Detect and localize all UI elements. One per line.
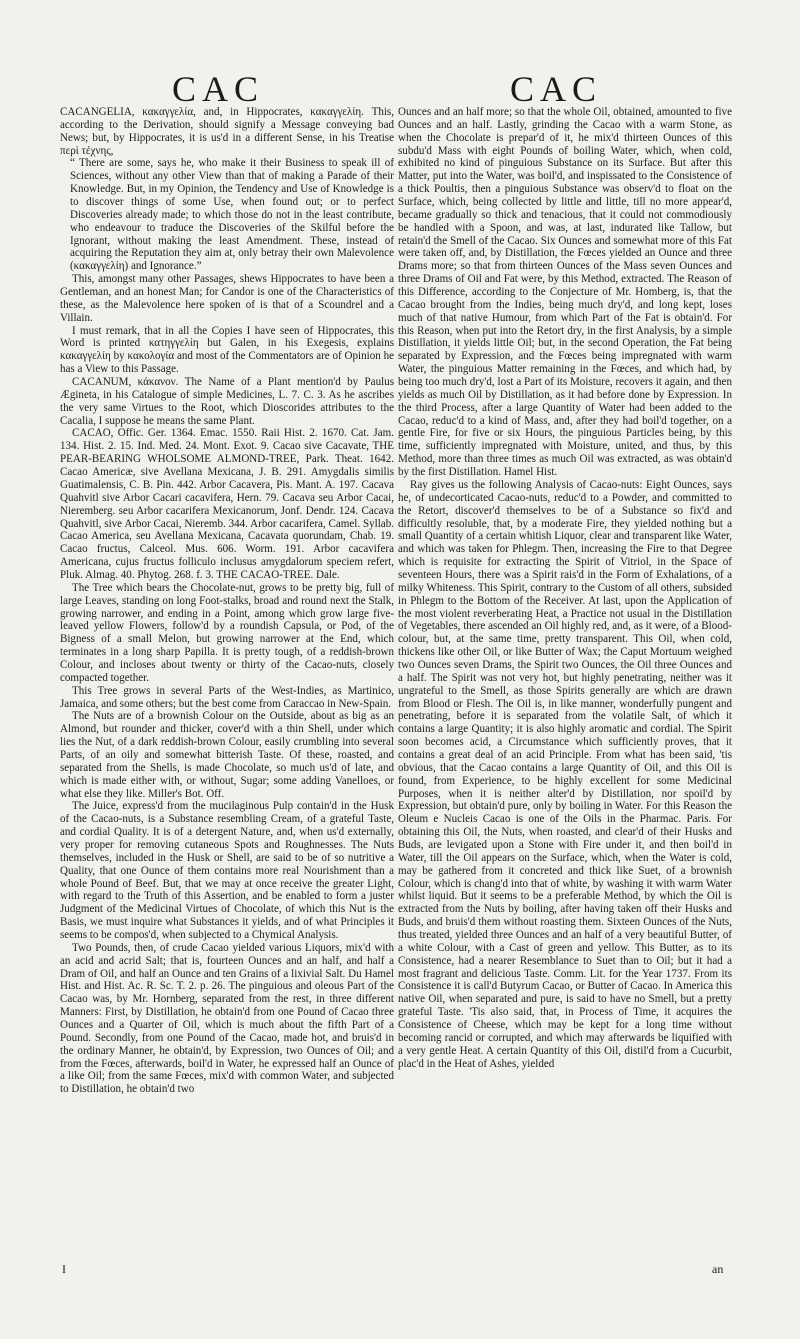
running-header [0,68,800,108]
paragraph: Ray gives us the following Analysis of Cacao-nuts: Eight Ounces, says he, of undecorticated Cacao-nuts, reduc'd to a Powder, and committed to the Retort, discover'd themselves to be of a Substance so fix'd and difficultly resoluble, that, by a moderate Fire, they yielded nothing but a small Quantity of a certain whitish Liquor, clear and transparent like Water, and which was taken for Phlegm. Then, increasing the Fire to that Degree which is requisite for extracting the Spirit of Vitriol, in the Space of seventeen Hours, there was a Spirit rais'd in the Form of Exhalations, of a milky Whiteness. This Spirit, contrary to the Custom of all others, subsided in Phlegm to the Bottom of the Receiver. At last, upon the Application of the most violent reverberating Heat, a Practice not usual in the Distillation of Vegetables, there ascended an Oil highly red, and, as it were, of a Blood-colour, but, at the same time, pretty transparent. This Oil, when cold, thickens like other Oil, or like Butter of Wax; the Caput Mortuum weighed two Ounces seven Drams, the Spirit two Ounces, the Oil three Ounces and a half. The Spirit was not very hot, but highly penetrating, neither was it ungrateful to the Smell, as those Spirits generally are which are drawn from Blood or Flesh. The Oil is, in like manner, wonderfully pungent and penetrating, before it is separated from the volatile Salt, of which it contains a large Quantity; it is also highly aromatic and cordial. The Spirit soon becomes acid, a Circumstance which sufficiently proves, that it contains a great deal of an acid Principle. From what has been said, 'tis obvious, that the Cacao contains a large Quantity of Oil, and this Oil is found, from Experience, to be highly excellent for some Medicinal Purposes, when it is neither alter'd by Distillation, nor spoil'd by Expression, but obtain'd pure, only by boiling in Water. For this Reason the Oleum e Nucleis Cacao is one of the Oils in the Pharmac. Paris. For obtaining this Oil, the Nuts, when roasted, and clear'd of their Husks and Buds, are levigated upon a Stone with Fire under it, and then boil'd in Water, till the Oil appears on the Surface, which, when the Water is cold, may be gathered from it concreted and thick like Suet, of a brownish Colour, which is chang'd into that of white, by washing it with warm Water whilst liquid. But it seems to be a preferable Method, by which the Oil is extracted from the Nuts by boiling, after having taken off their Husks and Buds, and bruis'd them without roasting them. Sixteen Ounces of the Nuts, thus treated, yielded three Ounces and an half of a very beautiful Butter, of a white Colour, with a Cast of green and yellow. This Butter, as to its Consistence, had a nearer Resemblance to Suet than to Oil; but it had a most fragrant and delicious Taste. Comm. Lit. for the Year 1737. From its Consistence it is call'd Butyrum Cacao, or Butter of Cacao. In America this native Oil, when separated and pure, is said to have no Smell, but a pretty grateful Taste. 'Tis also said, that, in Process of Time, it acquires the Consistence of Cheese, which may be kept for a long time without becoming rancid or corrupted, and which may afterwards be liquified with a very gentle Heat. A certain Quantity of this Oil, distil'd from a Cucurbit, plac'd in the Heat of Ashes, yielded [398,478,732,1070]
left-column [60,106,394,1096]
paragraph: Ounces and an half more; so that the whole Oil, obtained, amounted to five Ounces and an half. Lastly, grinding the Cacao with a warm Stone, as when the Chocolate is prepar'd of it, he mix'd thirteen Ounces of this subdu'd Mass with eight Pounds of boiling Water, which, when cold, exhibited no kind of pinguious Substance on its Surface. But after this Matter, put into the Water, was boil'd, and inspissated to the Consistence of a thick Poultis, then a pinguious Substance was observ'd to float on the Surface, which, being collected by little and little, till no more appear'd, became gradually so thick and tenacious, that it could not commodiously be handled with a Spoon, and was, at last, indurated like Tallow, but retain'd the Smell of the Cacao. Six Ounces and somewhat more of this Fat were taken off, and, by Distillation, the Fœces yielded an Ounce and three Drams more; so that from thirteen Ounces of the Mass seven Ounces and three Drams of Oil and Fat were, by this Method, extracted. The Reason of this Difference, according to the Conjecture of Mr. Homberg, is, that the Cacao brought from the Indies, being much dry'd, and long kept, loses much of that native Humour, from which Part of the Fat is obtain'd. For this Reason, when put into the Retort dry, in the first Analysis, by a simple Distillation, it yields little Oil; but, in the second Operation, the Fat being separated by Expression, and the Fœces being impregnated with warm Water, the pinguious Matter remaining in the Fœces, and which had, by being too much dry'd, lost a Part of its Moisture, recovers it again, and then yields as much Oil by Distillation, as it had before done by Expression. In the third Process, after a large Quantity of Water had been added to the Cacao, reduc'd to a kind of Mass, and, after they had boil'd together, on a gentle Fire, for five or six Hours, the pinguious Particles being, by this time, sufficiently impregnated with Moisture, united, and thus, by this Method, more than three times as much Oil was extracted, as was obtain'd by the first Distillation. Hamel Hist. [398,106,732,479]
paragraph: The Tree which bears the Chocolate-nut, grows to be pretty big, full of large Leaves, standing on long Foot-stalks, broad and round next the Stalk, growing narrower, and ending in a Point, among which grow large five-leaved yellow Flowers, follow'd by a roundish Capsula, or Pod, of the Bigness of a small Melon, but growing narrower at the End, which terminates in a long sharp Papilla. It is pretty tough, of a reddish-brown Colour, and incloses about twenty or thirty of the Cacao-nuts, closely compacted together. [60,581,394,684]
paragraph: The Juice, express'd from the mucilaginous Pulp contain'd in the Husk of the Cacao-nuts, is a Substance resembling Cream, of a grateful Taste, and cordial Quality. It is of a detergent Nature, and, when us'd externally, very proper for removing cutaneous Spots and Roughnesses. The Nuts themselves, included in the Husk or Shell, are said to be of so nutritive a Quality, that one Ounce of them contains more real Nourishment than a whole Pound of Beef. But, that we may at once receive the greater Light, with regard to the Truth of this Assertion, and be enabled to form a juster Judgment of the Medicinal Virtues of Chocolate, of which this Nut is the Basis, we must inquire what Substances it yields, and of what Principles it seems to be compos'd, when subjected to a Chymical Analysis. [60,800,394,941]
paragraph: This Tree grows in several Parts of the West-Indies, as Martinico, Jamaica, and some others; but the best come from Caraccao in New-Spain. [60,684,394,710]
hippocrates-quote: “ There are some, says he, who make it their Business to speak ill of Sciences, without any other View than that of making a Parade of their Knowledge. But, in my Opinion, the Tendency and Use of Knowledge is to discover things of some Use, when found out; or to perfect Discoveries already made; to which those do not in the least contribute, who endeavour to traduce the Discoveries of the Skilful before the Ignorant, without making the least Amendment. These, instead of acquiring the Reputation they aim at, only betray their own Malevolence (κακαγγελίη) and Ignorance.” [70,157,394,273]
catchword: an [712,1262,724,1276]
entry-cacao: CACAO, Offic. Ger. 1364. Emac. 1550. Raii Hist. 2. 1670. Cat. Jam. 134. Hist. 2. 15. Ind. Med. 24. Mont. Exot. 9. Cacao sive Cacavate, THE PEAR-BEARING WHOLSOME ALMOND-TREE, Park. Theat. 1642. Cacao Americæ, sive Avellana Mexicana, J. B. 291. Amygdalis similis Guatimalensis, C. B. Pin. 442. Arbor Cacavera, Pis. Mant. A. 197. Cacava Quahvitl sive Arbor Cacari cacavifera, Hern. 79. Cacava seu Arbor Cacai, Nieremberg. seu Arbor cacarifera Mexicanorum, Jonf. Dendr. 124. Cacava Quahvitl, sive Arbor Cacai, Nieremb. 344. Arbor cacarifera, Camel. Syllab. Cacao America, seu Avellana Mexicana, Cacavata quorundam, Chab. 19. Cacao fructus, Calceol. Mus. 606. Worm. 191. Arbor cacavifera Americana, cujus fructus folliculo inclusus amygdalorum speciem refert, Pluk. Almag. 40. Phytog. 268. f. 3. THE CACAO-TREE. Dale. [60,427,394,581]
header-word-left: CAC [172,69,265,109]
entry-cacanum: CACANUM, κάκανον. The Name of a Plant mention'd by Paulus Ægineta, in his Catalogue of simple Medicines, L. 7. C. 3. As he ascribes the very same Virtues to the Root, which Dioscorides attributes to the Cacalia, I suppose he means the same Plant. [60,376,394,427]
paragraph: The Nuts are of a brownish Colour on the Outside, about as big as an Almond, but rounder and thicker, cover'd with a thin Shell, under which lies the Nut, of a dark reddish-brown Colour, easily crumbling into several Parts, of an oily and somewhat bitterish Taste. Of these, roasted, and separated from the Shells, is made Chocolate, so much us'd of late, and which is made either with, or without, Sugar; some adding Vanelloes, or what else they like. Miller's Bot. Off. [60,710,394,800]
paragraph: I must remark, that in all the Copies I have seen of Hippocrates, this Word is printed κατηγγελίη but Galen, in his Exegesis, explains κακαγγελίη by κακολογία and most of the Commentators are of Opinion he has a View to this Passage. [60,324,394,376]
paragraph: This, amongst many other Passages, shews Hippocrates to have been a Gentleman, and an honest Man; for Candor is one of the Characteristics of these, as the Malevolence here spoken of is that of a Scoundrel and a Villain. [60,273,394,324]
header-word-right: CAC [510,69,603,109]
paragraph: Two Pounds, then, of crude Cacao yielded various Liquors, mix'd with an acid and acrid Salt; that is, fourteen Ounces and an half, and half a Dram of Oil, and half an Ounce and ten Grains of a lixivial Salt. Du Hamel Hist. and Hist. Ac. R. Sc. T. 2. p. 26. The pinguious and oleous Part of the Cacao was, by Mr. Hornberg, separated from the rest, in three different Manners: First, by Distillation, he obtain'd from one Pound of Cacao three Ounces and a Quarter of Oil, which is much about the fifth Part of a Pound. Secondly, from one Pound of the Cacao, made hot, and bruis'd in the ordinary Manner, he obtain'd, by Expression, two Ounces of Oil; and from the Fœces, afterwards, boil'd in Water, he expressed half an Ounce of a like Oil; from the same Fœces, mix'd with common Water, and subjected to Distillation, he obtain'd two [60,941,394,1096]
signature-mark: I [62,1262,66,1276]
entry-cacangelia: CACANGELIA, κακαγγελία, and, in Hippocrates, κακαγγελίη. This, according to the Derivation, should signify a Message conveying bad News; but, by Hippocrates, it is us'd in a different Sense, in his Treatise περὶ τέχνης, [60,106,394,157]
right-column [398,106,732,1070]
